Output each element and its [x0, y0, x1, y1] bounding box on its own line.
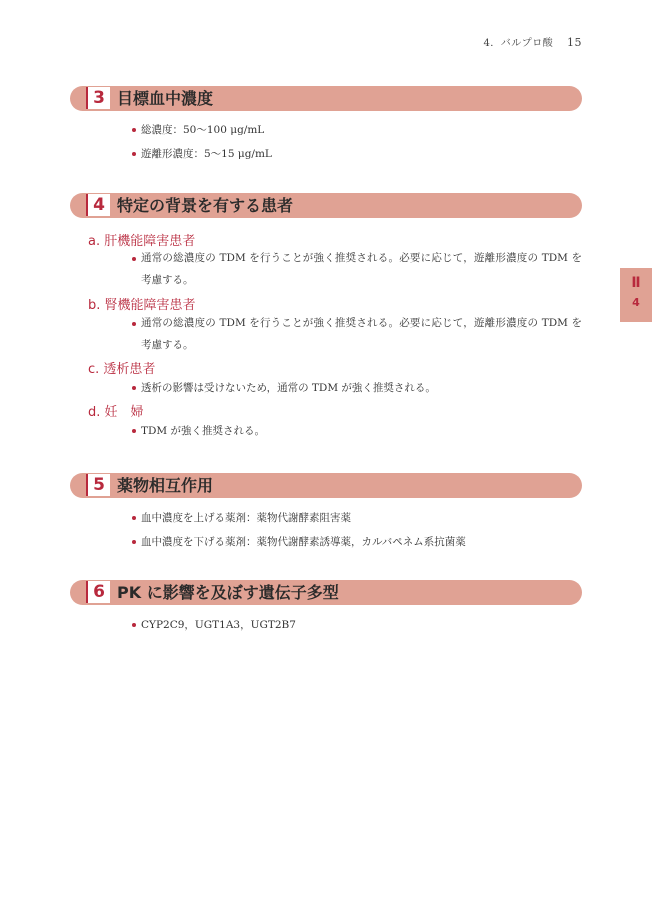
list-item: TDM が強く推奨される。 — [132, 419, 265, 443]
list-item: 血中濃度を上げる薬剤：薬物代謝酵素阻害薬 — [132, 506, 466, 530]
list-item: 遊離形濃度：5～15 μg/mL — [132, 142, 272, 166]
subsection-pregnancy: d. 妊 婦 — [88, 405, 144, 420]
list-item: 透析の影響は受けないため，通常の TDM が強く推奨される。 — [132, 376, 436, 400]
section-5-list — [132, 506, 466, 554]
subsection-dialysis: c. 透析患者 — [88, 362, 156, 377]
section-3-heading — [70, 86, 582, 111]
subsection-pregnancy-list — [132, 419, 265, 443]
running-title: 4．バルプロ酸 — [483, 38, 554, 49]
section-number-badge: 5 — [88, 474, 110, 496]
section-title: 薬物相互作用 — [117, 476, 214, 495]
chapter-roman-numeral: Ⅱ — [631, 275, 641, 291]
list-item: 総濃度：50～100 μg/mL — [132, 118, 272, 142]
subsection-kidney-list — [132, 312, 582, 356]
section-title: PK に影響を及ぼす遺伝子多型 — [117, 583, 339, 602]
page-number: 15 — [567, 36, 582, 49]
section-3-list — [132, 118, 272, 166]
section-5-heading — [70, 473, 582, 498]
list-item: 通常の総濃度の TDM を行うことが強く推奨される。必要に応じて，遊離形濃度の TDM を考慮する。 — [132, 247, 582, 291]
subsection-liver-list — [132, 247, 582, 291]
subsection-kidney: b. 腎機能障害患者 — [88, 298, 196, 313]
running-head — [483, 34, 582, 49]
chapter-number: 4 — [632, 296, 640, 309]
list-item: 通常の総濃度の TDM を行うことが強く推奨される。必要に応じて，遊離形濃度の TDM を考慮する。 — [132, 312, 582, 356]
subsection-liver: a. 肝機能障害患者 — [88, 234, 196, 249]
list-item: CYP2C9，UGT1A3，UGT2B7 — [132, 613, 296, 637]
section-title: 特定の背景を有する患者 — [117, 196, 294, 215]
section-4-heading — [70, 193, 582, 218]
section-6-heading — [70, 580, 582, 605]
section-6-list — [132, 613, 296, 637]
section-title: 目標血中濃度 — [117, 89, 214, 108]
chapter-side-tab — [620, 268, 652, 322]
subsection-dialysis-list — [132, 376, 436, 400]
list-item: 血中濃度を下げる薬剤：薬物代謝酵素誘導薬，カルバペネム系抗菌薬 — [132, 530, 466, 554]
section-number-badge: 3 — [88, 87, 110, 109]
section-number-badge: 4 — [88, 194, 110, 216]
section-number-badge: 6 — [88, 581, 110, 603]
